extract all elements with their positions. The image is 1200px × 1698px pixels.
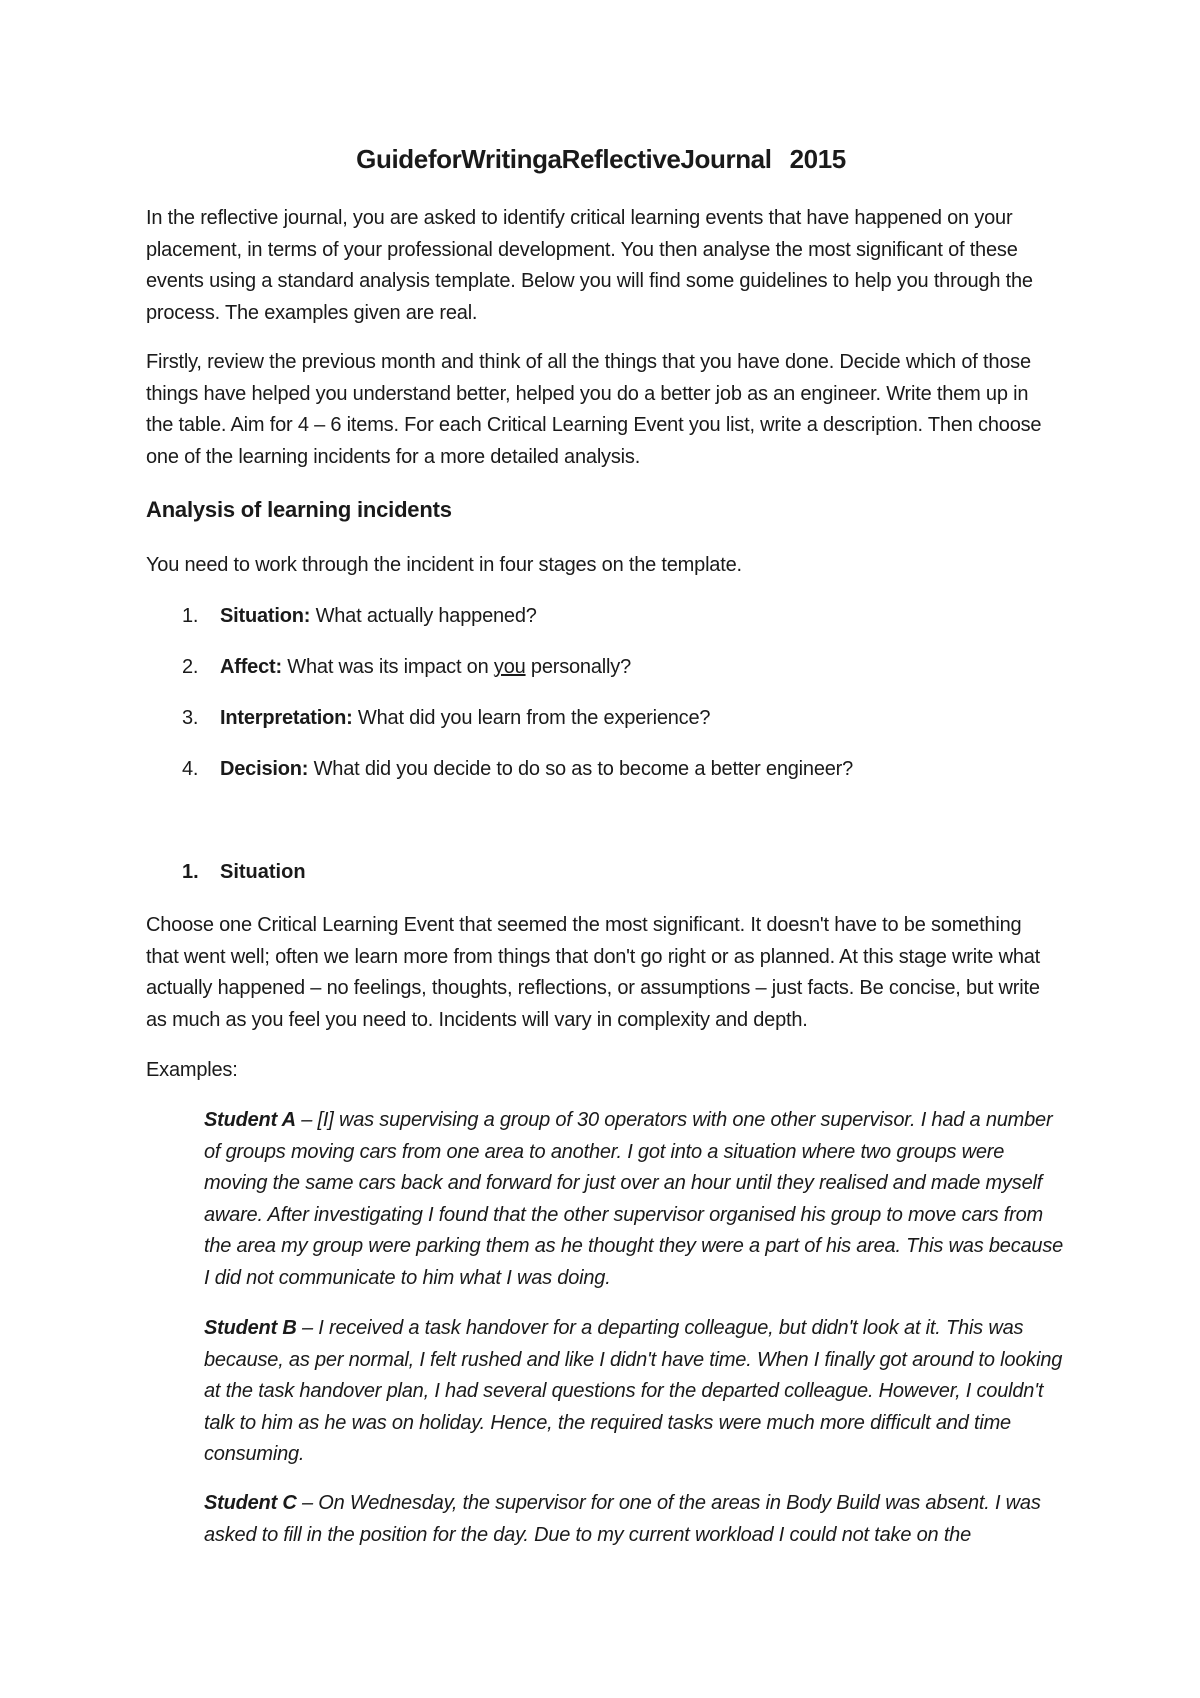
student-label: Student A: [204, 1109, 296, 1131]
example-student-b: Student B – I received a task handover for a departing colleague, but didn't look at it. This was because, as per normal, I felt rushed and like I didn't have time. When I finally got around to looking at the task handover plan, I had several questions for the departed colleague. However, I couldn't talk to him as he was on holiday. Hence, the required tasks were much more difficult and time consuming.: [204, 1317, 1063, 1465]
stage-item-affect: 2. Affect: What was its impact on you personally?: [182, 656, 631, 678]
example-student-c: Student C – On Wednesday, the supervisor for one of the areas in Body Build was absent. I was asked to fill in the position for the day. Due to my current workload I could not take on the: [204, 1492, 1041, 1546]
situation-paragraph: Choose one Critical Learning Event that seemed the most significant. It doesn't have to be something that went well; often we learn more from things that don't go right or as planned. At this stage write what actually happened – no feelings, thoughts, reflections, or assumptions – just facts. Be concise, but write as much as you feel you need to. Incidents will vary in complexity and depth.: [146, 914, 1041, 1031]
analysis-heading: Analysis of learning incidents: [146, 497, 452, 522]
title-year: 2015: [789, 144, 846, 174]
examples-label: Examples:: [146, 1059, 238, 1081]
student-label: Student C: [204, 1492, 297, 1514]
emphasis-you: you: [493, 656, 526, 678]
example-student-a: Student A – [I] was supervising a group of 30 operators with one other supervisor. I had a number of groups moving cars from one area to another. I got into a situation where two groups were moving the same cars back and forward for just over an hour until they realised and made myself aware. After investigating I found that the other supervisor organised his group to move cars from the area my group were parking them as he thought they were a part of his area. This was because I did not communicate to him what I was doing.: [204, 1109, 1064, 1289]
student-label: Student B: [204, 1317, 297, 1339]
page-title: [146, 144, 1056, 175]
intro-paragraph-1: In the reflective journal, you are asked to identify critical learning events that have happened on your placement, in terms of your professional development. You then analyse the most significant of these events using a standard analysis template. Below you will find some guidelines to help you through the process. The examples given are real.: [146, 207, 1033, 324]
title-main: GuideforWritingaReflectiveJournal: [356, 144, 772, 174]
stage-item-situation: 1. Situation: What actually happened?: [182, 605, 537, 627]
analysis-intro: You need to work through the incident in four stages on the template.: [146, 554, 742, 576]
stage-item-interpretation: 3. Interpretation: What did you learn from the experience?: [182, 707, 711, 729]
situation-section-heading: 1. Situation: [182, 861, 306, 883]
stage-item-decision: 4. Decision: What did you decide to do so as to become a better engineer?: [182, 758, 854, 780]
intro-paragraph-2: Firstly, review the previous month and think of all the things that you have done. Decide which of those things have helped you understand better, helped you do a better job as an engineer. Write them up in the table. Aim for 4 – 6 items. For each Critical Learning Event you list, write a description. Then choose one of the learning incidents for a more detailed analysis.: [146, 351, 1042, 468]
